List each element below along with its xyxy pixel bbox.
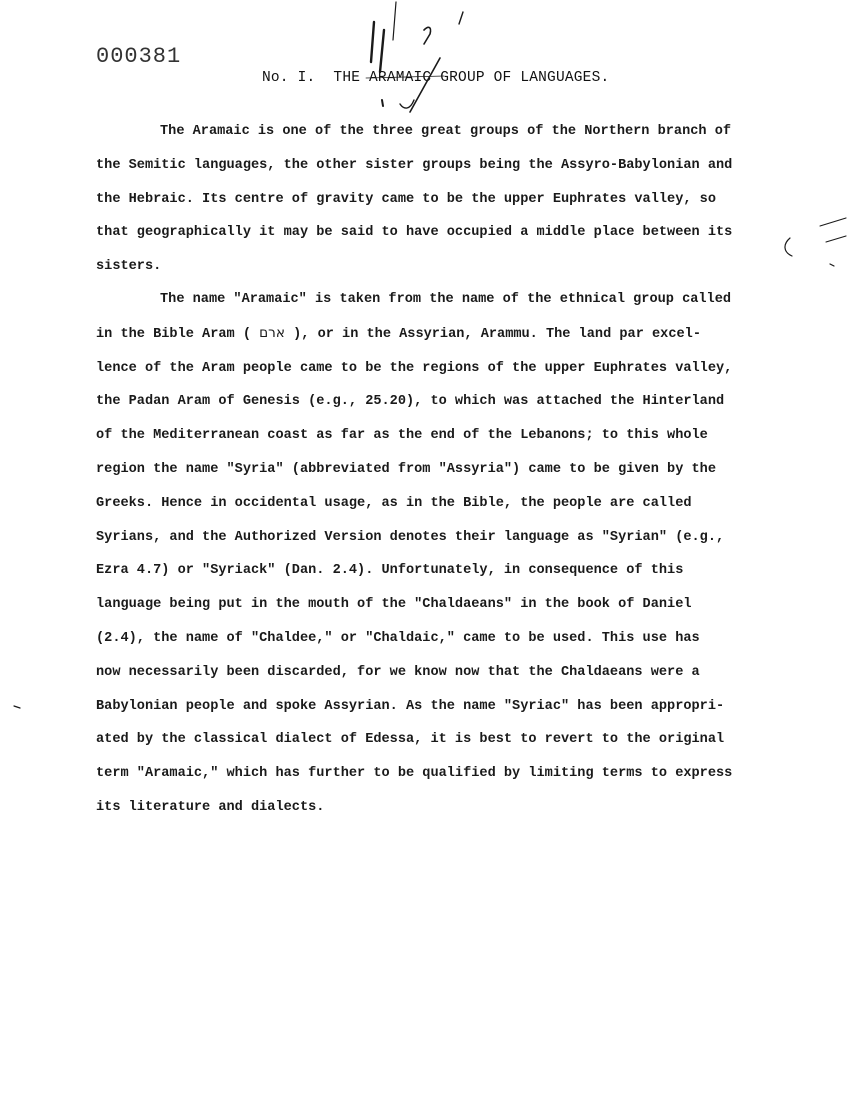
document-number: 000381 [96, 44, 182, 69]
paragraph-2 [96, 283, 756, 825]
hebrew-prefix: in the Bible Aram ( [96, 326, 260, 342]
paragraph-line: that geographically it may be said to have occupied a middle place between its [96, 225, 733, 241]
pen-stroke [424, 27, 431, 44]
margin-stroke [14, 706, 20, 708]
paragraph-line: sisters. [96, 259, 162, 275]
pen-stroke [380, 30, 384, 72]
paragraph-line: Babylonian people and spoke Assyrian. As the name "Syriac" has been appropri- [96, 698, 725, 714]
paragraph-line: language being put in the mouth of the "Chaldaeans" in the book of Daniel [96, 597, 692, 613]
paragraph-line: region the name "Syria" (abbreviated from "Assyria") came to be given by the [96, 461, 716, 477]
margin-stroke [830, 264, 834, 266]
paragraph-line: the Padan Aram of Genesis (e.g., 25.20), to which was attached the Hinterland [96, 394, 725, 410]
pen-stroke [382, 100, 383, 106]
paragraph-line: now necessarily been discarded, for we know now that the Chaldaeans were a [96, 664, 700, 680]
title-text: THE ARAMAIC GROUP OF LANGUAGES. [333, 70, 610, 86]
paragraph-line: The Aramaic is one of the three great groups of the Northern branch of [160, 124, 732, 139]
margin-stroke [826, 236, 846, 242]
paragraph-line: of the Mediterranean coast as far as the end of the Lebanons; to this whole [96, 428, 708, 444]
pen-stroke [393, 2, 396, 40]
paragraph-line: term "Aramaic," which has further to be qualified by limiting terms to express [96, 766, 733, 782]
paragraph-line: ated by the classical dialect of Edessa, it is best to revert to the original [96, 732, 725, 748]
pen-stroke [400, 100, 414, 108]
paragraph-line: the Semitic languages, the other sister groups being the Assyro-Babylonian and [96, 157, 733, 173]
hebrew-suffix: ), or in the Assyrian, Arammu. The land par excel- [284, 326, 701, 342]
margin-stroke [820, 218, 846, 226]
margin-stroke [785, 238, 792, 256]
hebrew-word: ארם [259, 324, 285, 341]
document-title [262, 70, 609, 86]
paragraph-line: its literature and dialects. [96, 799, 325, 815]
paragraph-line: Greeks. Hence in occidental usage, as in the Bible, the people are called [96, 495, 692, 511]
paragraph-line: the Hebraic. Its centre of gravity came to be the upper Euphrates valley, so [96, 191, 716, 207]
pen-stroke [371, 22, 374, 62]
paragraph-line: Syrians, and the Authorized Version denotes their language as "Syrian" (e.g., [96, 529, 725, 545]
pen-stroke [459, 12, 463, 24]
title-number: No. I. [262, 70, 316, 86]
paragraph-line-hebrew [96, 317, 756, 352]
paragraph-1 [96, 115, 756, 284]
paragraph-line: Ezra 4.7) or "Syriack" (Dan. 2.4). Unfortunately, in consequence of this [96, 563, 684, 579]
paragraph-line: The name "Aramaic" is taken from the name of the ethnical group called [160, 292, 732, 307]
paragraph-line: lence of the Aram people came to be the regions of the upper Euphrates valley, [96, 360, 733, 376]
paragraph-line: (2.4), the name of "Chaldee," or "Chaldaic," came to be used. This use has [96, 630, 700, 646]
